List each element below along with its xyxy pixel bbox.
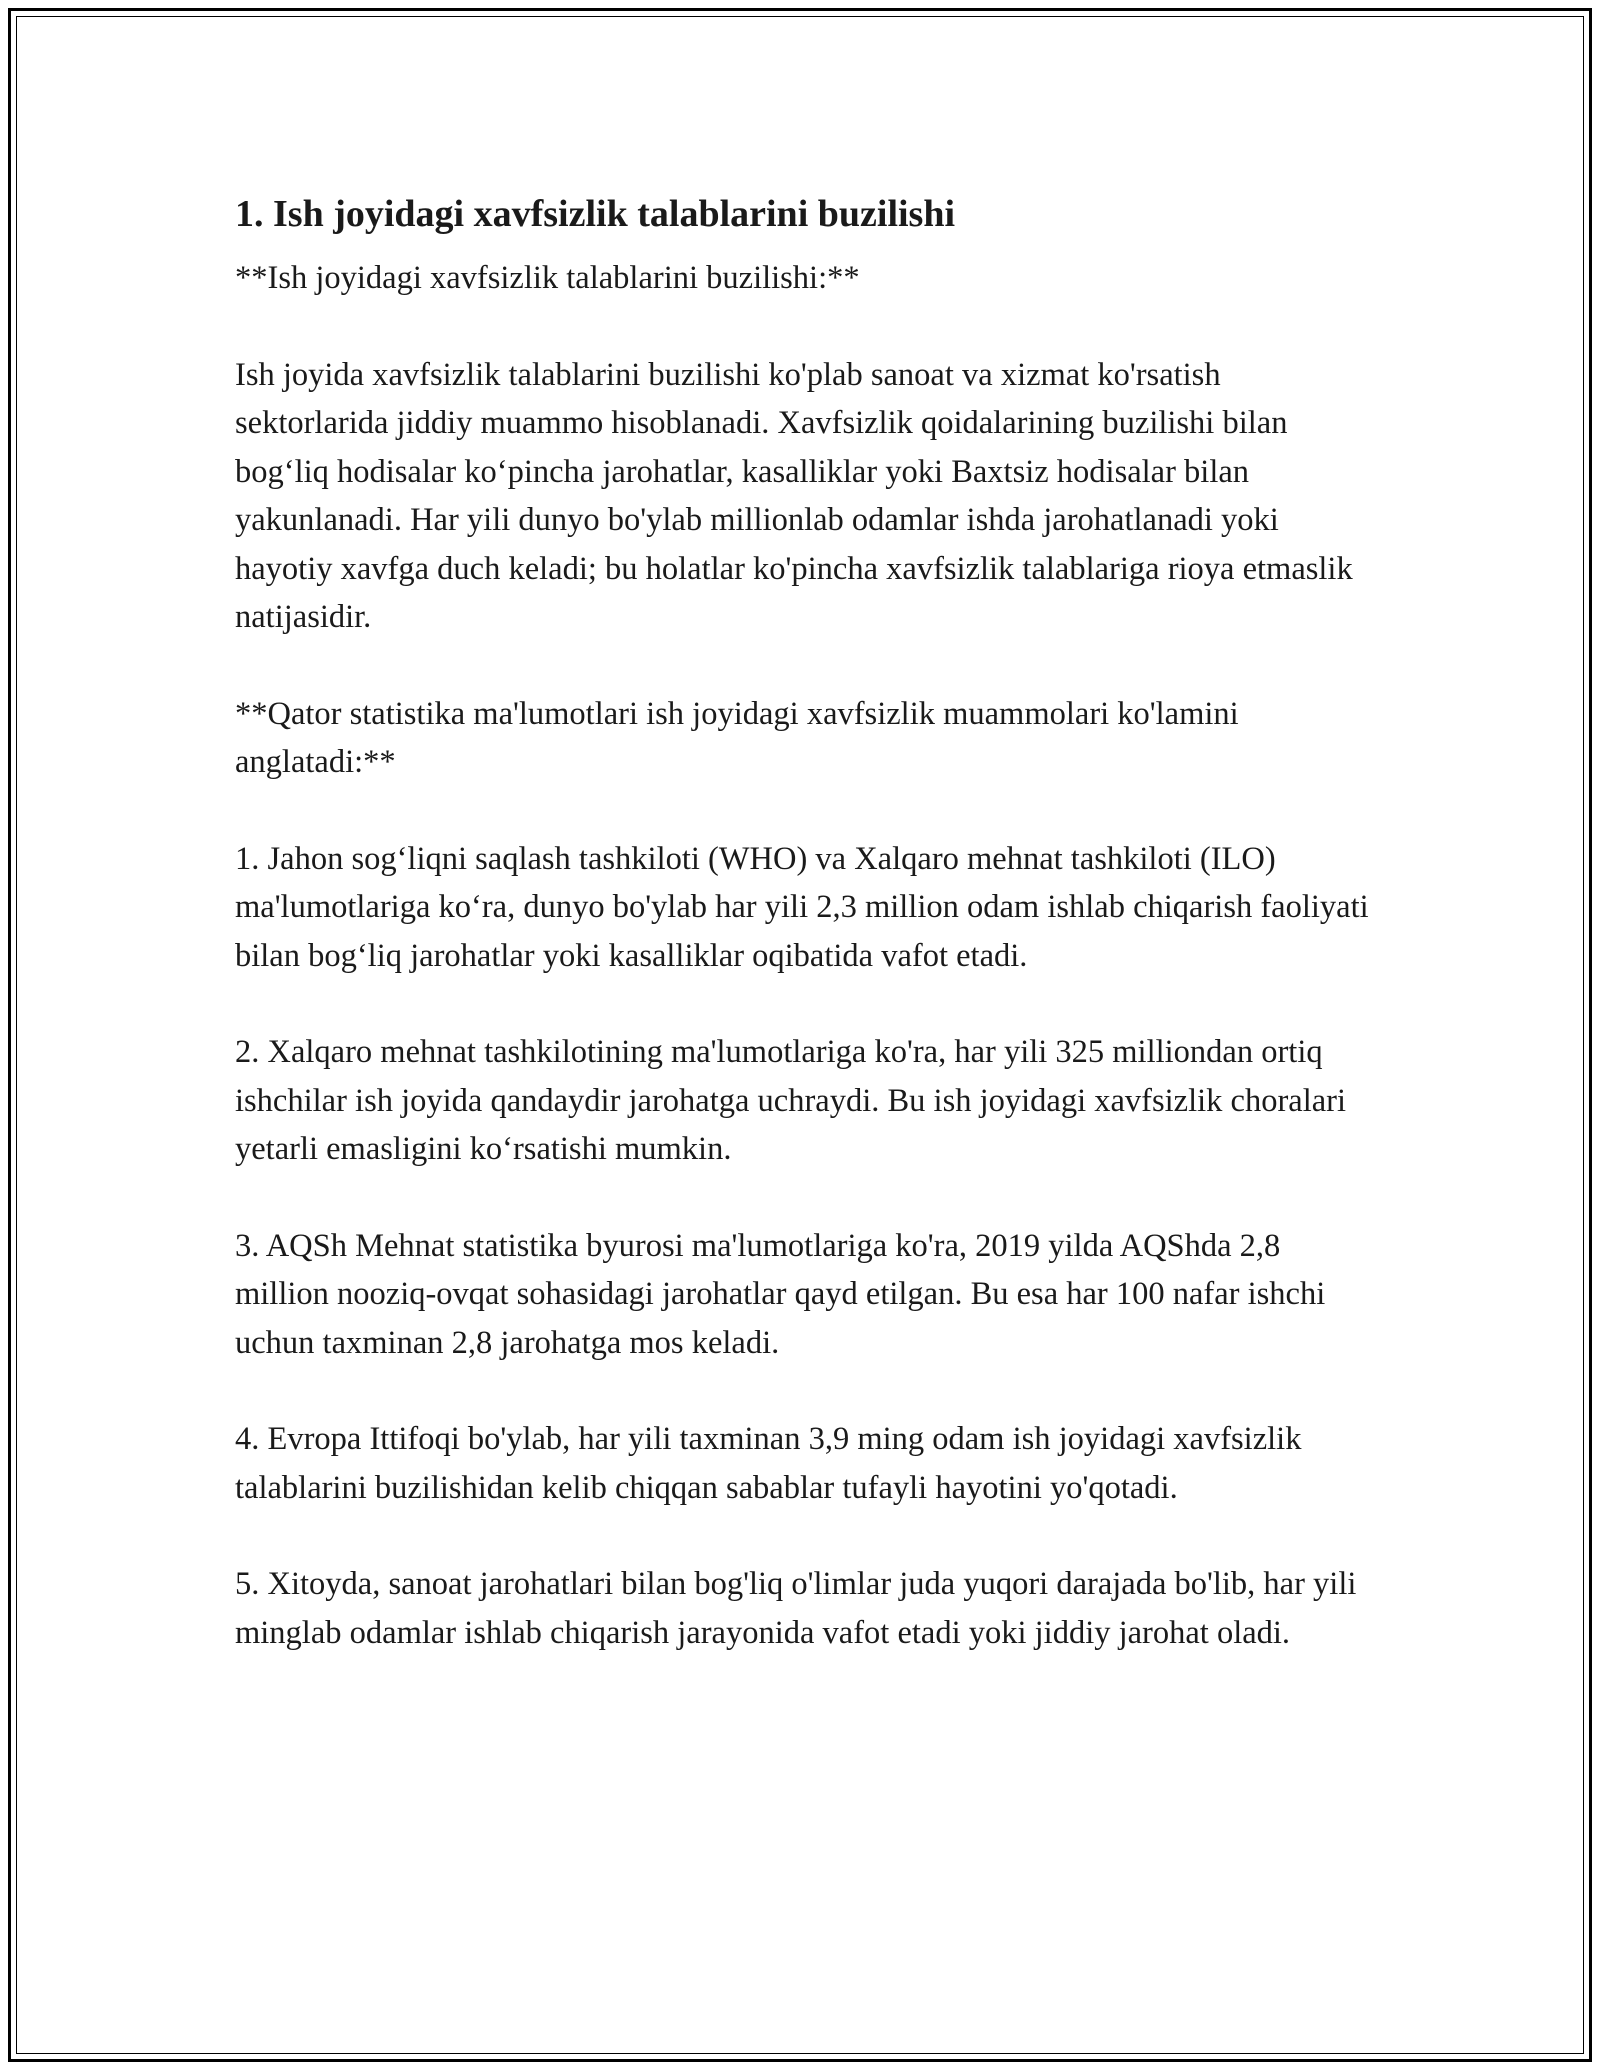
list-item-2: 2. Xalqaro mehnat tashkilotining ma'lumotlariga ko'ra, har yili 325 milliondan ortiq ishchilar ish joyida qandaydir jarohatga uchraydi. Bu ish joyidagi xavfsizlik choralari yetarli emasligini ko‘rsatishi mumkin. [235,1034,1347,1167]
subheading-statistics: **Qator statistika ma'lumotlari ish joyidagi xavfsizlik muammolari ko'lamini anglatadi:** [235,695,1239,780]
document-title: 1. Ish joyidagi xavfsizlik talablarini buzilishi [235,193,956,235]
intro-paragraph: Ish joyida xavfsizlik talablarini buzilishi ko'plab sanoat va xizmat ko'rsatish sektorlarida jiddiy muammo hisoblanadi. Xavfsizlik qoidalarining buzilishi bilan bog‘liq hodisalar ko‘pincha jarohatlar, kasalliklar yoki Baxtsiz hodisalar bilan yakunlanadi. Har yili dunyo bo'ylab millionlab odamlar ishda jarohatlanadi yoki hayotiy xavfga duch keladi; bu holatlar ko'pincha xavfsizlik talablariga rioya etmaslik natijasidir. [235,356,1353,635]
subheading-violations: **Ish joyidagi xavfsizlik talablarini buzilishi:** [235,260,860,296]
list-item-5: 5. Xitoyda, sanoat jarohatlari bilan bog'liq o'limlar juda yuqori darajada bo'lib, har yili minglab odamlar ishlab chiqarish jarayonida vafot etadi yoki jiddiy jarohat oladi. [235,1566,1357,1651]
list-item-1: 1. Jahon sog‘liqni saqlash tashkiloti (WHO) va Xalqaro mehnat tashkiloti (ILO) ma'lumotlariga ko‘ra, dunyo bo'ylab har yili 2,3 million odam ishlab chiqarish faoliyati bilan bog‘liq jarohatlar yoki kasalliklar oqibatida vafot etadi. [235,840,1369,974]
document-body [235,188,1375,1657]
list-item-4: 4. Evropa Ittifoqi bo'ylab, har yili taxminan 3,9 ming odam ish joyidagi xavfsizlik talablarini buzilishidan kelib chiqqan sabablar tufayli hayotini yo'qotadi. [235,1421,1302,1506]
list-item-3: 3. AQSh Mehnat statistika byurosi ma'lumotlariga ko'ra, 2019 yilda AQShda 2,8 million nooziq-ovqat sohasidagi jarohatlar qayd etilgan. Bu esa har 100 nafar ishchi uchun taxminan 2,8 jarohatga mos keladi. [235,1227,1326,1361]
